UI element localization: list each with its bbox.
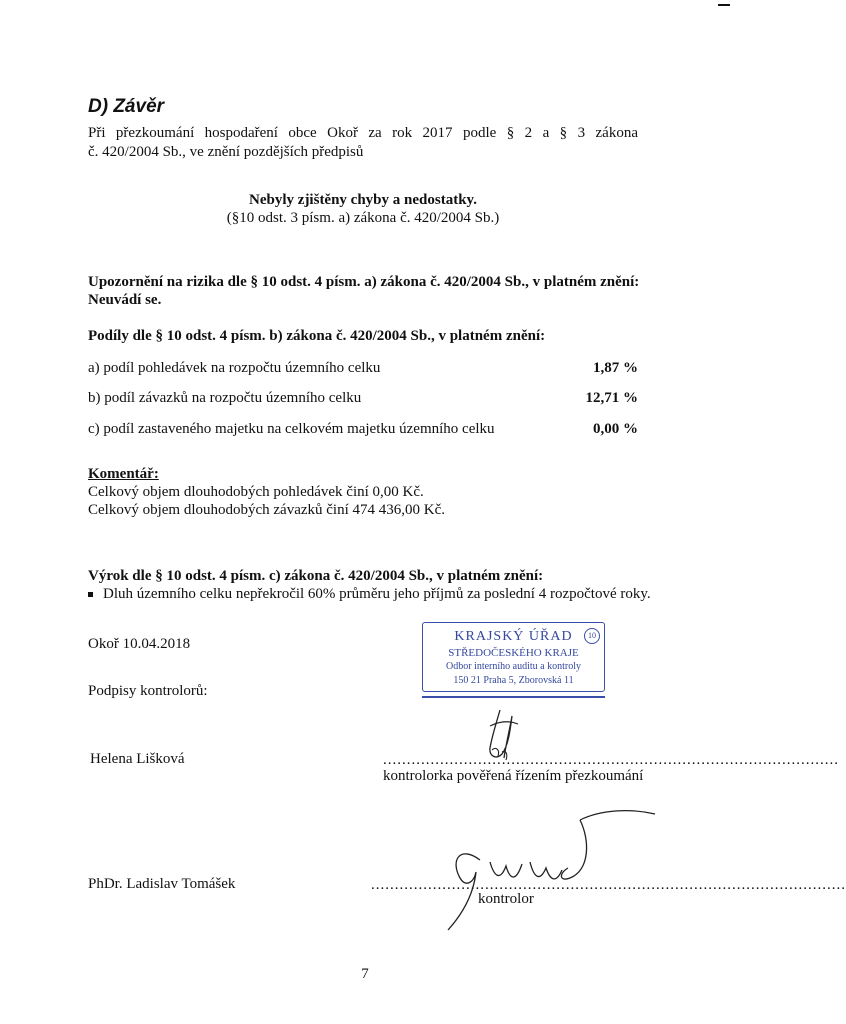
signer-name-1: Helena Lišková [90, 751, 185, 767]
signature-tomasek-icon [440, 800, 660, 935]
bullet-icon [88, 592, 93, 597]
stamp-line-3: Odbor interního auditu a kontroly [446, 661, 581, 672]
shares-heading: Podíly dle § 10 odst. 4 písm. b) zákona č. 420/2004 Sb., v platném znění: [88, 328, 546, 344]
stamp-line-4: 150 21 Praha 5, Zborovská 11 [453, 675, 574, 686]
signer-role-2: kontrolor [478, 891, 534, 907]
statement-text: Dluh územního celku nepřekročil 60% průměru jeho příjmů za poslední 4 rozpočtové roky. [103, 586, 651, 602]
share-label: b) podíl závazků na rozpočtu územního celku [88, 390, 362, 406]
risks-heading: Upozornění na rizika dle § 10 odst. 4 písm. a) zákona č. 420/2004 Sb., v platném znění: [88, 274, 640, 290]
comment-line-2: Celkový objem dlouhodobých závazků činí 474 436,00 Kč. [88, 502, 446, 518]
intro-line-2: č. 420/2004 Sb., ve znění pozdějších předpisů [88, 144, 364, 160]
stamp-line-2: STŘEDOČESKÉHO KRAJE [448, 647, 579, 659]
finding-reference: (§10 odst. 3 písm. a) zákona č. 420/2004 Sb.) [226, 210, 500, 226]
statement-heading: Výrok dle § 10 odst. 4 písm. c) zákona č. 420/2004 Sb., v platném znění: [88, 568, 544, 584]
share-row-liabilities [88, 390, 638, 410]
comment-line-1: Celkový objem dlouhodobých pohledávek činí 0,00 Kč. [88, 484, 424, 500]
place-date: Okoř 10.04.2018 [88, 636, 191, 652]
stamp-number: 10 [584, 628, 600, 644]
share-label: c) podíl zastaveného majetku na celkovém majetku územního celku [88, 421, 495, 437]
share-value: 0,00 % [593, 421, 638, 437]
comment-heading: Komentář: [88, 466, 159, 482]
finding-headline: Nebyly zjištěny chyby a nedostatky. [249, 192, 477, 208]
risks-value: Neuvádí se. [88, 292, 162, 308]
signature-line-2: .................................................................................................... [371, 877, 846, 893]
share-row-pledged-assets [88, 421, 638, 441]
statement-bullet [88, 586, 651, 603]
signature-line-1: ................................................................................................ [383, 752, 839, 768]
share-value: 12,71 % [585, 390, 638, 406]
share-label: a) podíl pohledávek na rozpočtu územního celku [88, 360, 381, 376]
section-title: D) Závěr [88, 96, 165, 117]
signatures-label: Podpisy kontrolorů: [88, 683, 208, 699]
intro-line-1: Při přezkoumání hospodaření obce Okoř za rok 2017 podle § 2 a § 3 zákona [88, 125, 638, 141]
page-number: 7 [361, 966, 369, 982]
stamp-underline [422, 696, 605, 698]
share-row-receivables [88, 360, 638, 380]
share-value: 1,87 % [593, 360, 638, 376]
signer-name-2: PhDr. Ladislav Tomášek [88, 876, 236, 892]
office-stamp [422, 622, 605, 692]
scan-corner-mark [718, 4, 730, 6]
stamp-line-1: KRAJSKÝ ÚŘAD [454, 629, 573, 644]
signer-role-1: kontrolorka pověřená řízením přezkoumání [383, 768, 644, 784]
